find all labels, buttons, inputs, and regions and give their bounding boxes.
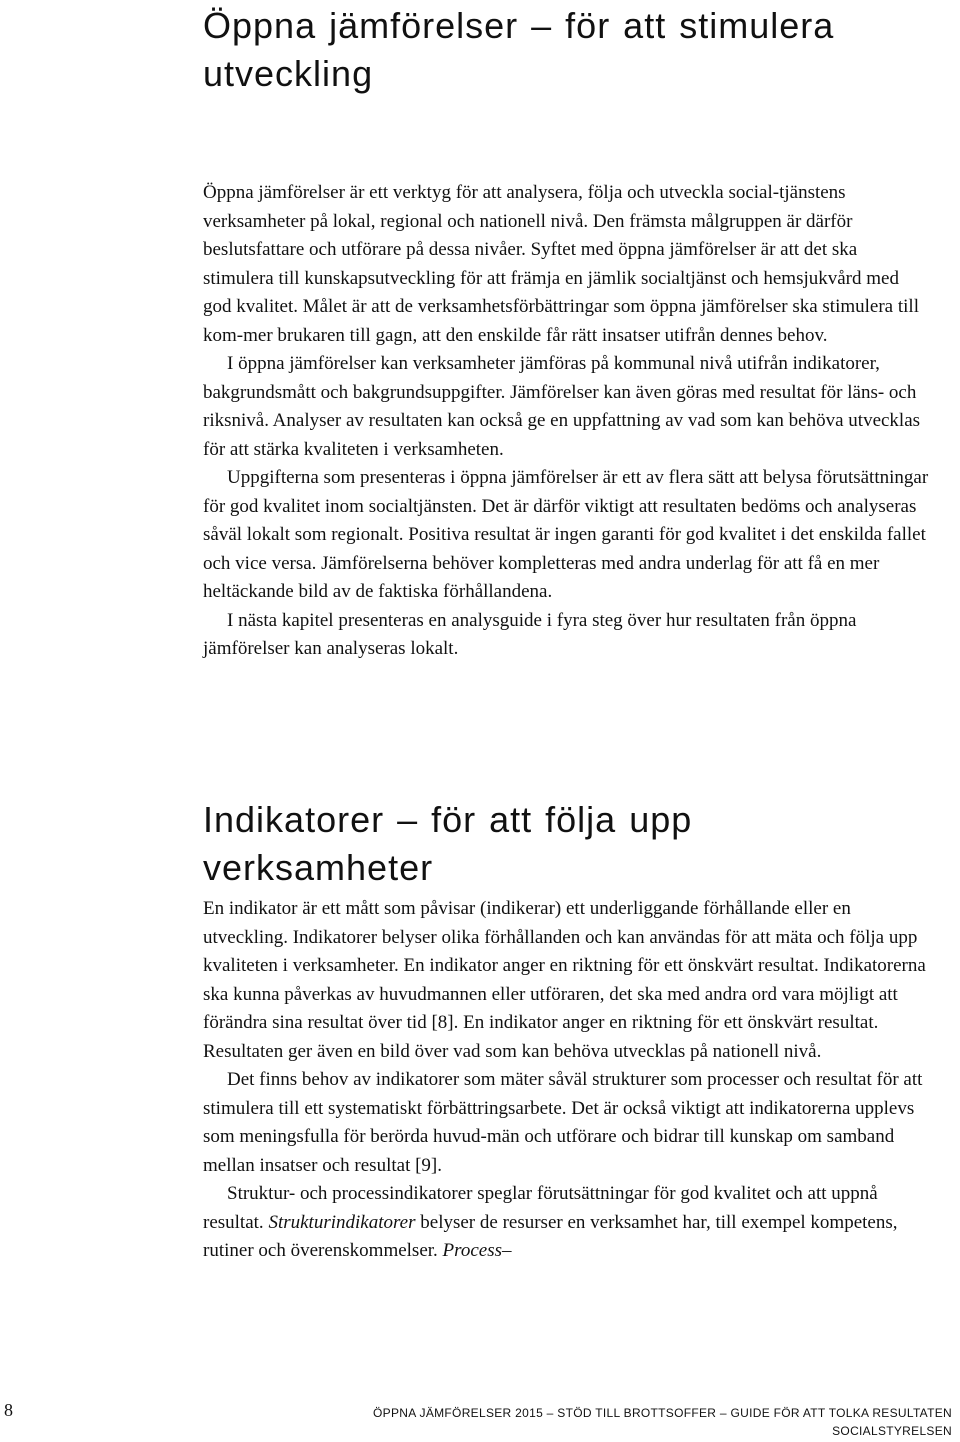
body-paragraph: En indikator är ett mått som påvisar (indikerar) ett underliggande förhållande eller en utveckling. Indikatorer belyser olika förhållanden och kan användas för att mäta och följa upp kvaliteten i verksamheter. En indikator anger en riktning för ett önskvärt resultat. Indikatorerna ska kunna påverkas av huvudmannen eller utföraren, det ska med andra ord vara möjligt att förändra sina resultat över tid [8]. En indikator anger en riktning för ett önskvärt resultat. Resultaten ger även en bild över vad som kan behöva utvecklas på nationell nivå. — [203, 898, 926, 1062]
body-paragraph: Uppgifterna som presenteras i öppna jämförelser är ett av flera sätt att belysa förutsättningar för god kvalitet inom socialtjänsten. Det är därför viktigt att resultaten bedöms och analyseras såväl lokalt som regionalt. Positiva resultat är ingen garanti för god kvalitet i det enskilda fallet och vice versa. Jämförelserna behöver kompletteras med andra underlag för att få en mer heltäckande bild av de faktiska förhållandena. — [203, 467, 929, 602]
page-footer — [0, 1398, 960, 1442]
body-paragraph: Det finns behov av indikatorer som mäter såväl strukturer som processer och resultat för att stimulera till ett systematiskt förbättringsarbete. Det är också viktigt att indikatorerna upplevs som meningsfulla för berörda huvud-män och utförare och bidrar till kunskap om samband mellan insatser och resultat [9]. — [203, 1069, 923, 1176]
body-paragraph: Öppna jämförelser är ett verktyg för att analysera, följa och utveckla social-tjänstens verksamheter på lokal, regional och nationell nivå. Den främsta målgruppen är därför beslutsfattare och utförare på dessa nivåer. Syftet med öppna jämförelser är att det ska stimulera till kunskapsutveckling för att främja en jämlik socialtjänst och hemsjukvård med god kvalitet. Målet är att de verksamhetsförbättringar som öppna jämförelser ska stimulera till kom-mer brukaren till gagn, att den enskilde får rätt insatser utifrån dennes behov. — [203, 182, 919, 346]
footer-organization: SOCIALSTYRELSEN — [832, 1424, 952, 1438]
term-process: Process– — [442, 1240, 512, 1261]
term-structure-indicators: Strukturindikatorer — [268, 1211, 416, 1233]
page-number: 8 — [4, 1400, 13, 1420]
footer-publication-title: ÖPPNA JÄMFÖRELSER 2015 – STÖD TILL BROTTSOFFER – GUIDE FÖR ATT TOLKA RESULTATEN — [373, 1406, 952, 1420]
intro-section — [203, 179, 929, 664]
text-run: belyser de resurser en verksamhet har, till exempel kompetens, rutiner och överenskommelser. — [203, 1211, 898, 1261]
body-paragraph: I öppna jämförelser kan verksamheter jämföras på kommunal nivå utifrån indikatorer, bakgrundsmått och bakgrundsuppgifter. Jämförelser kan även göras med resultat för läns- och riksnivå. Analyser av resultaten kan också ge en uppfattning av vad som kan behöva utvecklas för att stärka kvaliteten i verksamheten. — [203, 353, 921, 460]
text-run: Struktur- och processindikatorer speglar förutsättningar för god kvalitet och att uppnå resultat. — [203, 1183, 878, 1233]
body-paragraph: I nästa kapitel presenteras en analysguide i fyra steg över hur resultaten från öppna jämförelser kan analyseras lokalt. — [203, 609, 857, 659]
indicators-section — [203, 895, 929, 1266]
body-paragraph-last — [203, 1180, 929, 1266]
section-heading-intro: Öppna jämförelser – för att stimulera utveckling — [203, 5, 835, 94]
section-heading-indicators: Indikatorer – för att följa upp verksamheter — [203, 799, 693, 888]
